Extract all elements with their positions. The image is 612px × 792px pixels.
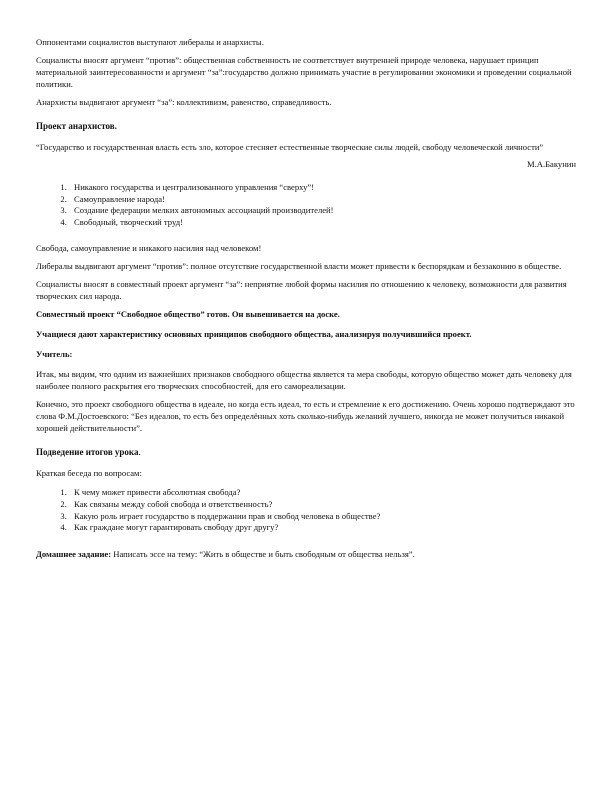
list-item: 1. Никакого государства и централизованного управления “сверху”!: [69, 182, 576, 194]
summary-heading-text: Подведение итогов урока: [36, 447, 139, 458]
paragraph-freedom-slogan: Свобода, самоуправление и никакого насилия над человеком!: [36, 243, 262, 254]
students-task: Учащиеся дают характеристику основных принципов свободного общества, анализируя получившийся проект.: [36, 329, 472, 340]
list-item: 4. Как граждане могут гарантировать свободу друг другу?: [69, 522, 576, 534]
anarchists-project-heading: Проект анархистов.: [36, 121, 117, 131]
joint-project-statement: Совместный проект “Свободное общество” готов. Он вывешивается на доске.: [36, 309, 340, 320]
list-item: 1. К чему может привести абсолютная свобода?: [69, 487, 576, 499]
list-item: 4. Свободный, творческий труд!: [69, 217, 576, 229]
paragraph-socialists-argument: Социалисты вносят аргумент “против”: общественная собственность не соответствует внутренней природе человека, нарушает принцип материальной заинтересованности и аргумент “за”:государство должно принимать участие в регулировании экономики и проведении социальной политики.: [36, 55, 572, 89]
paragraph-liberals-argument: Либералы выдвигают аргумент “против”: полное отсутствие государственной власти может привести к беспорядкам и беззаконию в обществе.: [36, 261, 562, 272]
paragraph-opponents: Оппонентами социалистов выступают либералы и анархисты.: [36, 37, 264, 47]
list-item: 3. Создание федерации мелких автономных ассоциаций производителей!: [69, 205, 576, 217]
list-item: 3. Какую роль играет государство в поддержании прав и свобод человека в обществе?: [69, 511, 576, 523]
homework-label: Домашнее задание:: [36, 548, 112, 559]
homework-text: Написать эссе на тему: “Жить в обществе и быть свободным от общества нельзя”.: [111, 548, 415, 559]
teacher-paragraph-2: Конечно, это проект свободного общества в идеале, но когда есть идеал, то есть и стремление к его достижению. Очень хорошо подтверждают это слова Ф.М.Достоевского: “Без идеалов, то есть без определённых хоть сколько-нибудь желаний лучшего, никогда не может получиться никакой хорошей действительности”.: [36, 399, 575, 434]
homework: [36, 548, 576, 560]
document-body: [36, 36, 576, 566]
summary-heading: [36, 446, 576, 458]
summary-intro: Краткая беседа по вопросам:: [36, 468, 142, 479]
paragraph-socialists-joint: Социалисты вносят в совместный проект аргумент “за”: неприятие любой формы насилия по отношению к человеку, возможности для развития творческих сил народа.: [36, 279, 567, 302]
list-item: 2. Как связаны между собой свобода и ответственность?: [69, 499, 576, 511]
summary-heading-period: .: [138, 447, 141, 458]
paragraph-anarchists-argument: Анархисты выдвигают аргумент “за”: коллективизм, равенство, справедливость.: [36, 97, 332, 107]
list-item: 2. Самоуправление народа!: [69, 194, 576, 206]
bakunin-quote: “Государство и государственная власть есть зло, которое стесняет естественные творческие силы людей, свободу человеческой личности”: [36, 142, 544, 152]
summary-questions-list: [36, 487, 576, 533]
teacher-paragraph-1: Итак, мы видим, что одним из важнейших признаков свободного общества является та мера свободы, которую общество может дать человеку для наиболее полного раскрытия его творческих способностей, для его самореализации.: [36, 369, 572, 392]
teacher-label: Учитель:: [36, 349, 73, 360]
quote-author: М.А.Бакунин: [526, 159, 576, 169]
anarchists-principles-list: [36, 182, 576, 228]
